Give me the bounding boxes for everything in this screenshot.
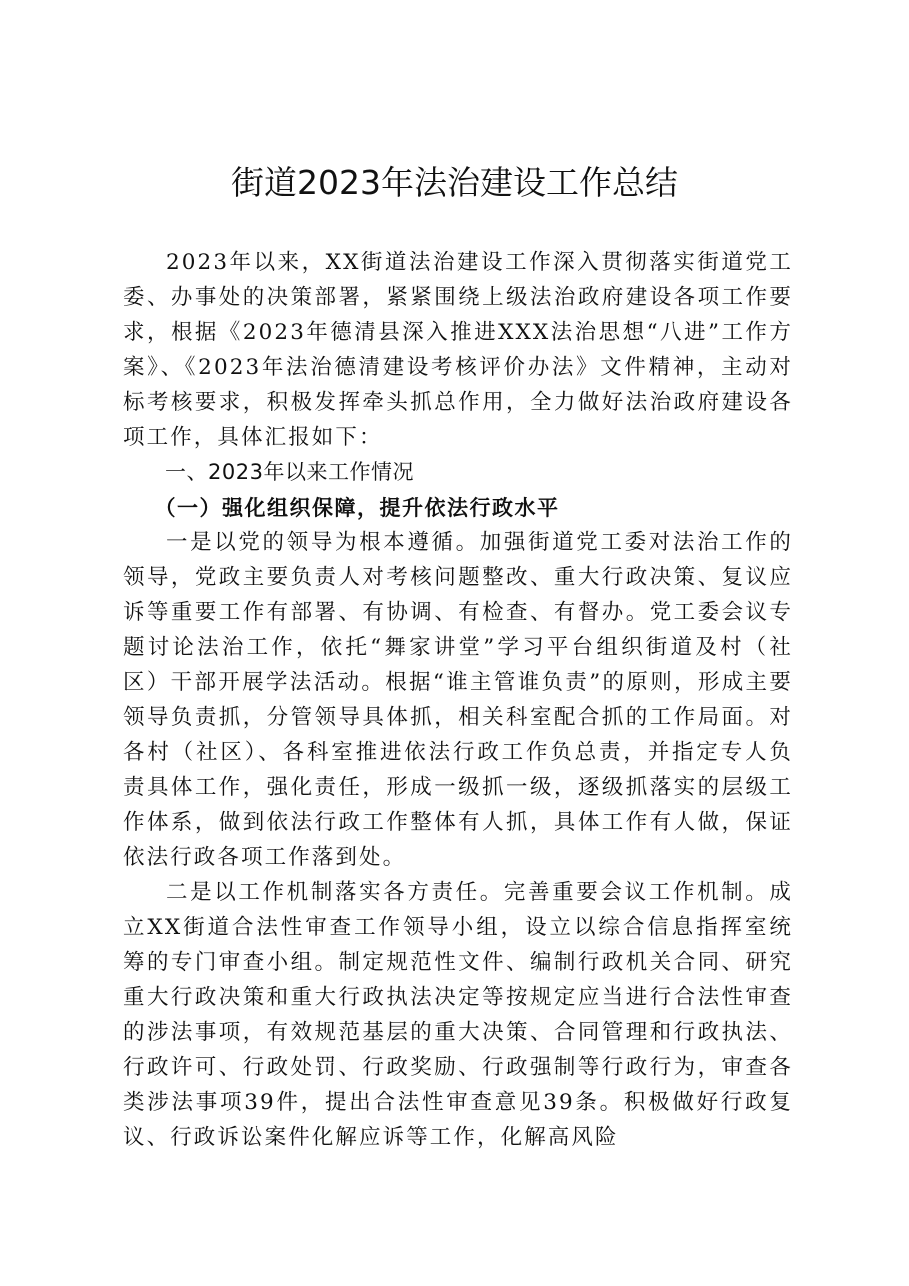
intro-paragraph: 2023年以来，XX街道法治建设工作深入贯彻落实街道党工委、办事处的决策部署，紧紧围绕上级法治政府建设各项工作要求，根据《2023年德清县深入推进XXX法治思想“八进”工作方案》、《2023年法治德清建设考核评价办法》文件精神，主动对标考核要求，积极发挥牵头抓总作用，全力做好法治政府建设各项工作，具体汇报如下： [123,250,793,450]
subsection-heading-1: （一）强化组织保障，提升依法行政水平 [154,495,560,520]
body-paragraph-2: 二是以工作机制落实各方责任。完善重要会议工作机制。成立XX街道合法性审查工作领导小组，设立以综合信息指挥室统筹的专门审查小组。制定规范性文件、编制行政机关合同、研究重大行政决策和重大行政执法决定等按规定应当进行合法性审查的涉法事项，有效规范基层的重大决策、合同管理和行政执法、行政许可、行政处罚、行政奖励、行政强制等行政行为，审查各类涉法事项39件，提出合法性审查意见39条。积极做好行政复议、行政诉讼案件化解应诉等工作，化解高风险 [123,880,793,1150]
document-body [123,245,793,1155]
document-title: 街道2023年法治建设工作总结 [231,163,678,202]
body-paragraph-1: 一是以党的领导为根本遵循。加强街道党工委对法治工作的领导，党政主要负责人对考核问题整改、重大行政决策、复议应诉等重要工作有部署、有协调、有检查、有督办。党工委会议专题讨论法治工作，依托“舞家讲堂”学习平台组织街道及村（社区）干部开展学法活动。根据“谁主管谁负责”的原则，形成主要领导负责抓，分管领导具体抓，相关科室配合抓的工作局面。对各村（社区）、各科室推进依法行政工作负总责，并指定专人负责具体工作，强化责任，形成一级抓一级，逐级抓落实的层级工作体系，做到依法行政工作整体有人抓，具体工作有人做，保证依法行政各项工作落到处。 [123,530,793,870]
section-heading-1: 一、2023年以来工作情况 [165,460,414,484]
